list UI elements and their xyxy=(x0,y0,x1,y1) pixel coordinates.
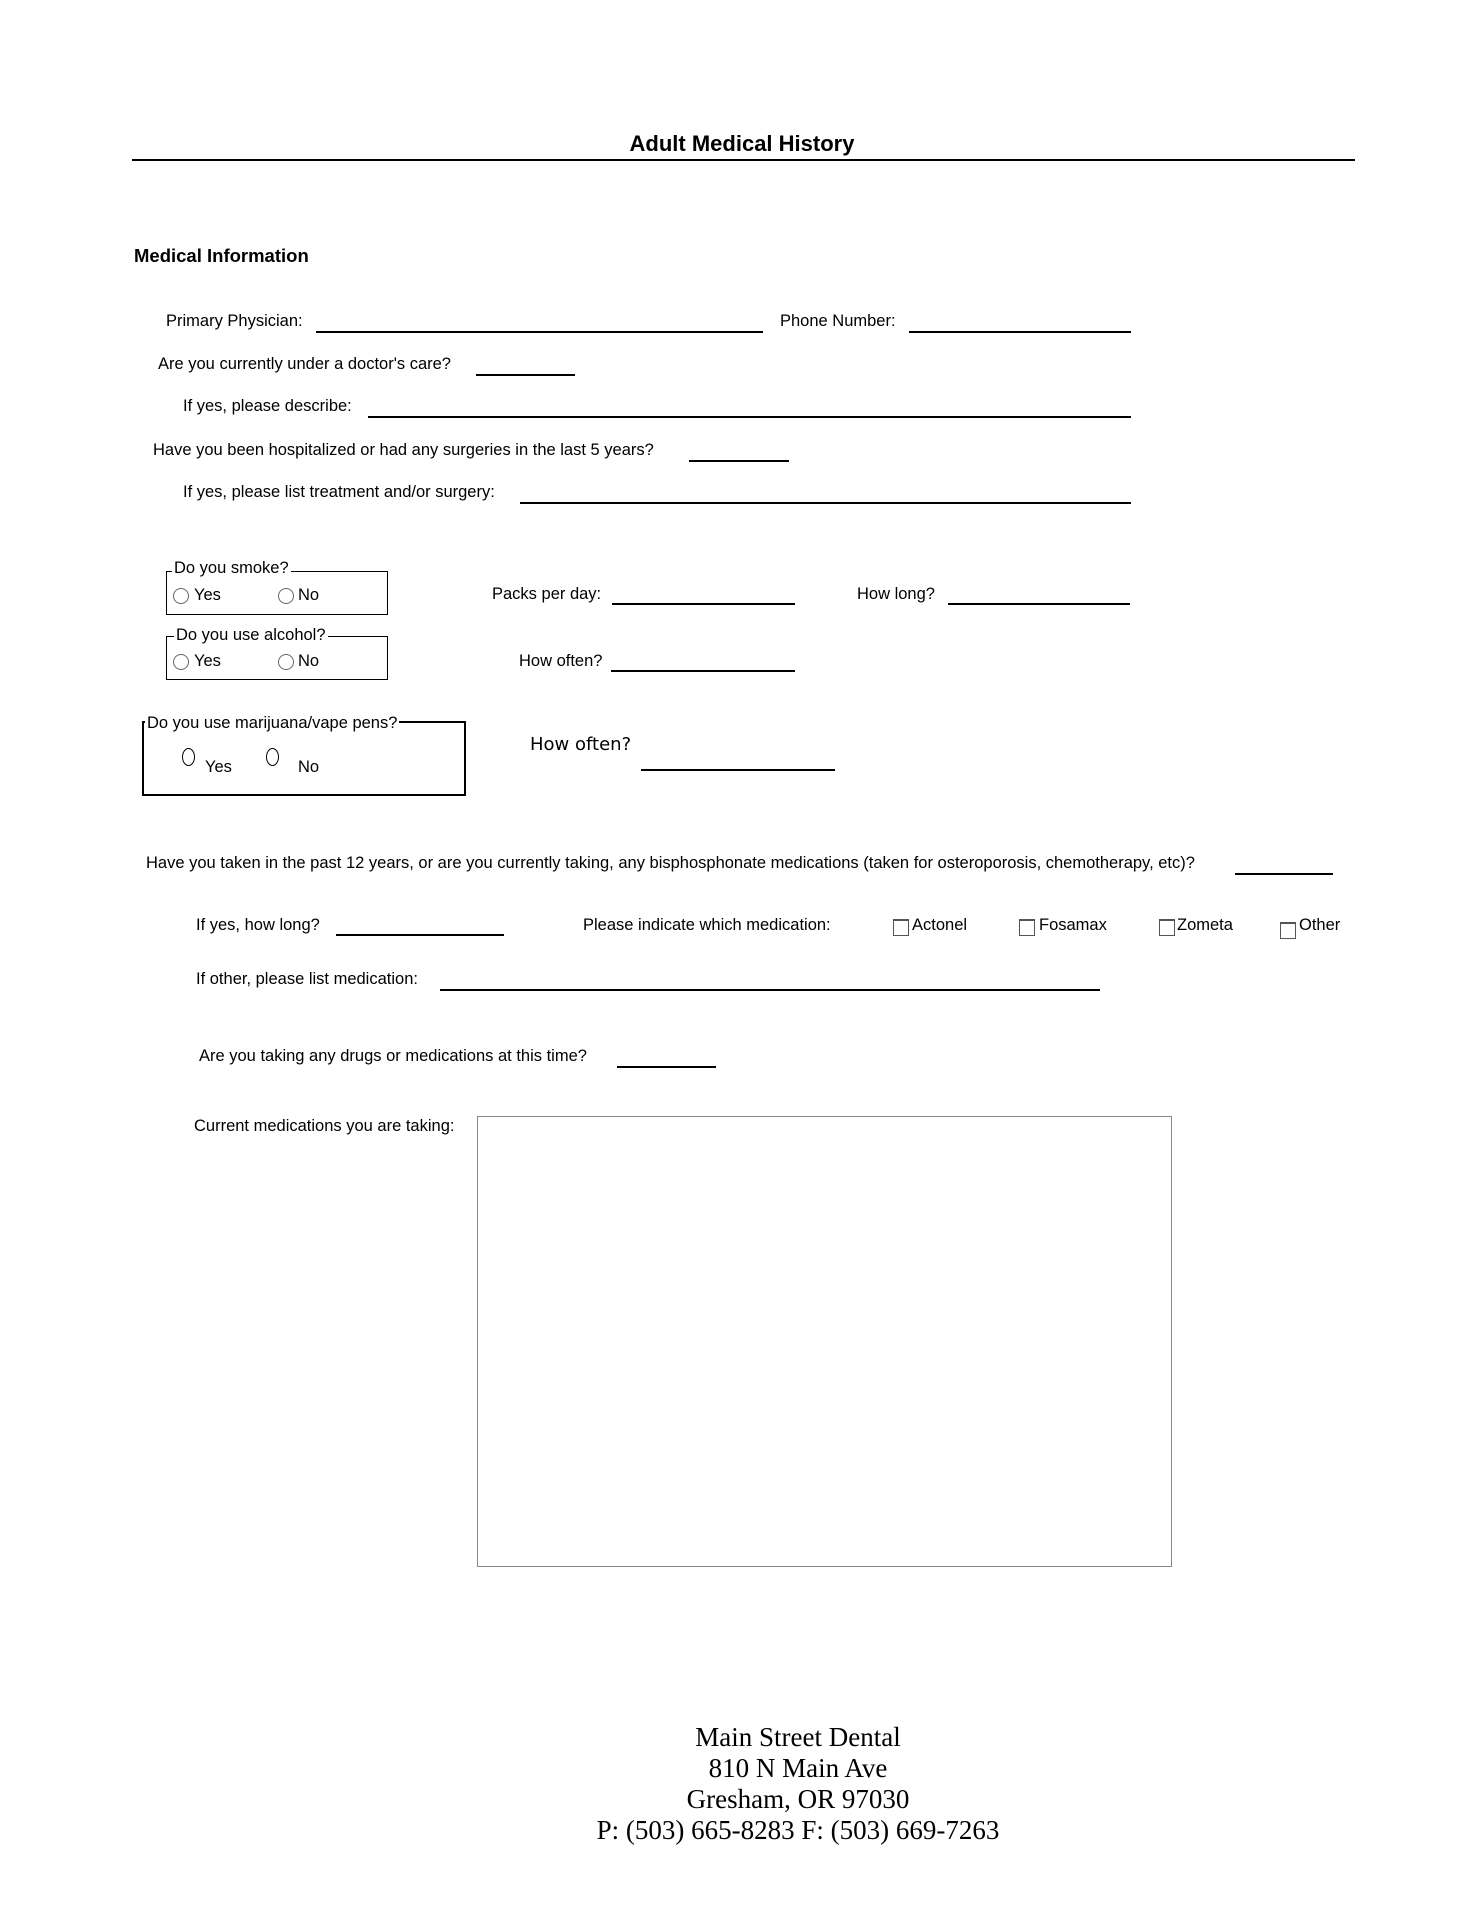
indicate-medication-label: Please indicate which medication: xyxy=(583,916,831,934)
other-list-field[interactable] xyxy=(440,989,1100,991)
doctors-care-field[interactable] xyxy=(476,374,575,376)
drugs-now-label: Are you taking any drugs or medications at this time? xyxy=(199,1047,587,1065)
current-meds-textarea[interactable] xyxy=(477,1116,1172,1567)
smoke-yes-radio[interactable] xyxy=(173,588,189,604)
marijuana-no-radio[interactable] xyxy=(266,748,279,766)
treatment-field[interactable] xyxy=(520,502,1131,504)
alcohol-yes-radio[interactable] xyxy=(173,654,189,670)
page-title: Adult Medical History xyxy=(629,131,855,156)
fosamax-checkbox[interactable] xyxy=(1019,919,1035,936)
title-divider xyxy=(132,159,1355,161)
packs-per-day-label: Packs per day: xyxy=(492,585,602,603)
actonel-checkbox[interactable] xyxy=(893,919,909,936)
other-label: Other xyxy=(1299,916,1341,934)
alcohol-legend: Do you use alcohol? xyxy=(176,626,326,644)
phone-number-field[interactable] xyxy=(909,331,1131,333)
drugs-now-field[interactable] xyxy=(617,1066,716,1068)
footer-address: 810 N Main Ave xyxy=(708,1753,888,1783)
alcohol-no-radio[interactable] xyxy=(278,654,294,670)
zometa-checkbox[interactable] xyxy=(1159,919,1175,936)
marijuana-yes-radio[interactable] xyxy=(182,748,195,766)
footer-city: Gresham, OR 97030 xyxy=(686,1784,910,1814)
bisphosphonate-field[interactable] xyxy=(1235,873,1333,875)
alcohol-how-often-field[interactable] xyxy=(611,670,795,672)
smoke-no-label: No xyxy=(298,586,320,604)
fosamax-label: Fosamax xyxy=(1039,916,1107,934)
smoke-yes-label: Yes xyxy=(194,586,221,604)
footer-phones: P: (503) 665-8283 F: (503) 669-7263 xyxy=(596,1815,1000,1845)
bisphosphonate-label: Have you taken in the past 12 years, or are you currently taking, any bisphosphonate medications (taken for osteroporosis, chemotherapy, etc)? xyxy=(146,854,1195,872)
smoke-no-radio[interactable] xyxy=(278,588,294,604)
primary-physician-label: Primary Physician: xyxy=(166,312,303,330)
describe-field[interactable] xyxy=(368,416,1131,418)
marijuana-no-label: No xyxy=(298,758,320,776)
marijuana-legend: Do you use marijuana/vape pens? xyxy=(147,714,398,732)
hospitalized-label: Have you been hospitalized or had any surgeries in the last 5 years? xyxy=(153,441,654,459)
primary-physician-field[interactable] xyxy=(316,331,763,333)
alcohol-how-often-label: How often? xyxy=(519,652,603,670)
marijuana-how-often-field[interactable] xyxy=(641,769,835,771)
describe-label: If yes, please describe: xyxy=(183,397,352,415)
bis-how-long-field[interactable] xyxy=(336,934,504,936)
alcohol-no-label: No xyxy=(298,652,320,670)
doctors-care-label: Are you currently under a doctor's care? xyxy=(158,355,451,373)
treatment-label: If yes, please list treatment and/or surgery: xyxy=(183,483,495,501)
section-heading: Medical Information xyxy=(134,245,309,266)
smoke-legend: Do you smoke? xyxy=(174,559,289,577)
packs-per-day-field[interactable] xyxy=(612,603,795,605)
zometa-label: Zometa xyxy=(1177,916,1233,934)
phone-number-label: Phone Number: xyxy=(780,312,896,330)
footer-name: Main Street Dental xyxy=(695,1722,901,1752)
bis-how-long-label: If yes, how long? xyxy=(196,916,320,934)
marijuana-how-often-label: How often? xyxy=(530,734,632,755)
how-long-label: How long? xyxy=(857,585,935,603)
other-list-label: If other, please list medication: xyxy=(196,970,418,988)
marijuana-yes-label: Yes xyxy=(205,758,232,776)
actonel-label: Actonel xyxy=(912,916,968,934)
alcohol-yes-label: Yes xyxy=(194,652,221,670)
how-long-field[interactable] xyxy=(948,603,1130,605)
current-meds-label: Current medications you are taking: xyxy=(194,1117,455,1135)
hospitalized-field[interactable] xyxy=(689,460,789,462)
other-checkbox[interactable] xyxy=(1280,922,1296,939)
